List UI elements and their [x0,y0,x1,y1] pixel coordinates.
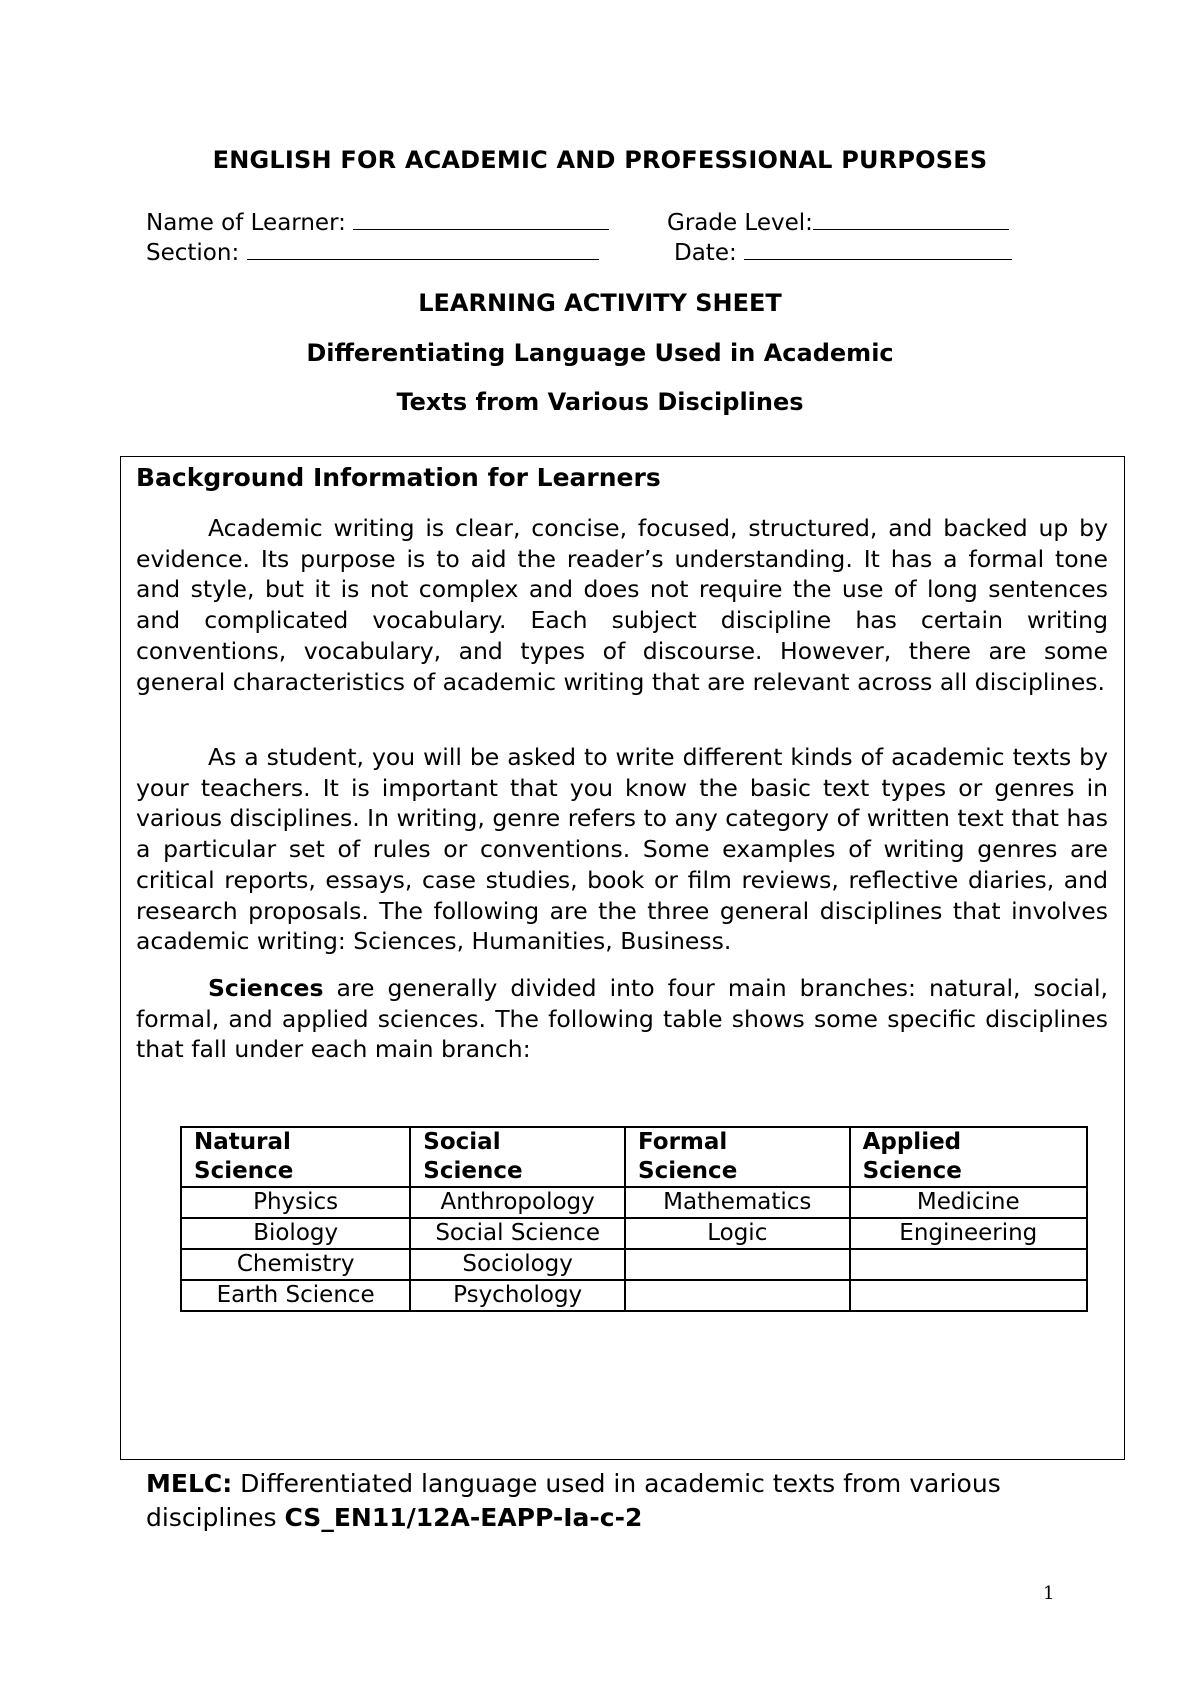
topic-title-line1: Differentiating Language Used in Academic [306,339,894,367]
background-paragraph-1 [136,513,1108,697]
table-cell [850,1280,1087,1311]
table-cell: Biology [181,1218,410,1249]
course-title: ENGLISH FOR ACADEMIC AND PROFESSIONAL PURPOSES [212,146,988,174]
sciences-term: Sciences [208,974,324,1002]
name-of-learner-blank[interactable] [353,228,609,230]
grade-level-blank[interactable] [813,228,1009,230]
science-branches-table [180,1126,1088,1312]
table-cell: Physics [181,1187,410,1218]
grade-level-label: Grade Level: [667,210,813,236]
paragraph-3-text: are generally divided into four main branches: natural, social, formal, and applied sciences. The following table shows some specific disciplines that fall under each main branch: [136,974,1108,1064]
melc-statement [146,1467,1106,1535]
table-cell: Sociology [410,1249,625,1280]
table-header-row [181,1127,1087,1187]
table-cell: Chemistry [181,1249,410,1280]
section-blank[interactable] [247,258,599,260]
table-row [181,1280,1087,1311]
page-number: 1 [1043,1583,1055,1604]
table-cell [625,1249,850,1280]
date-label: Date: [674,240,737,266]
table-row [181,1187,1087,1218]
table-cell: Logic [625,1218,850,1249]
date-field [674,240,1012,266]
table-cell: Anthropology [410,1187,625,1218]
header-formal-science: Formal Science [625,1127,850,1187]
topic-title-line2: Texts from Various Disciplines [396,388,804,416]
background-heading: Background Information for Learners [136,463,661,492]
grade-level-field [667,210,1009,236]
background-paragraph-2 [136,742,1108,957]
background-paragraph-3 [136,973,1108,1065]
table-cell: Mathematics [625,1187,850,1218]
section-label: Section: [146,240,240,266]
name-of-learner-label: Name of Learner: [146,210,346,236]
table-cell: Engineering [850,1218,1087,1249]
name-of-learner-field [146,210,609,236]
table-cell: Earth Science [181,1280,410,1311]
table-cell: Psychology [410,1280,625,1311]
melc-text: Differentiated language used in academic texts from various disciplines [146,1469,1001,1532]
sheet-title: LEARNING ACTIVITY SHEET [418,289,782,317]
melc-label: MELC: [146,1469,233,1498]
paragraph-1-text: Academic writing is clear, concise, focused, structured, and backed up by evidence. Its purpose is to aid the reader’s understanding. It has a formal tone and style, but it is not complex and does not require the use of long sentences and complicated vocabulary. Each subject discipline has certain writing conventions, vocabulary, and types of discourse. However, there are some general characteristics of academic writing that are relevant across all disciplines. [136,514,1108,696]
melc-code: CS_EN11/12A-EAPP-Ia-c-2 [284,1503,643,1532]
table-cell [850,1249,1087,1280]
table-cell: Medicine [850,1187,1087,1218]
date-blank[interactable] [744,258,1012,260]
header-applied-science: Applied Science [850,1127,1087,1187]
header-social-science: Social Science [410,1127,625,1187]
table-row [181,1249,1087,1280]
table-cell: Social Science [410,1218,625,1249]
section-field [146,240,599,266]
header-natural-science: Natural Science [181,1127,410,1187]
table-cell [625,1280,850,1311]
table-row [181,1218,1087,1249]
paragraph-2-text: As a student, you will be asked to write different kinds of academic texts by your teachers. It is important that you know the basic text types or genres in various disciplines. In writing, genre refers to any category of written text that has a particular set of rules or conventions. Some examples of writing genres are critical reports, essays, case studies, book or film reviews, reflective diaries, and research proposals. The following are the three general disciplines that involves academic writing: Sciences, Humanities, Business. [136,743,1108,956]
